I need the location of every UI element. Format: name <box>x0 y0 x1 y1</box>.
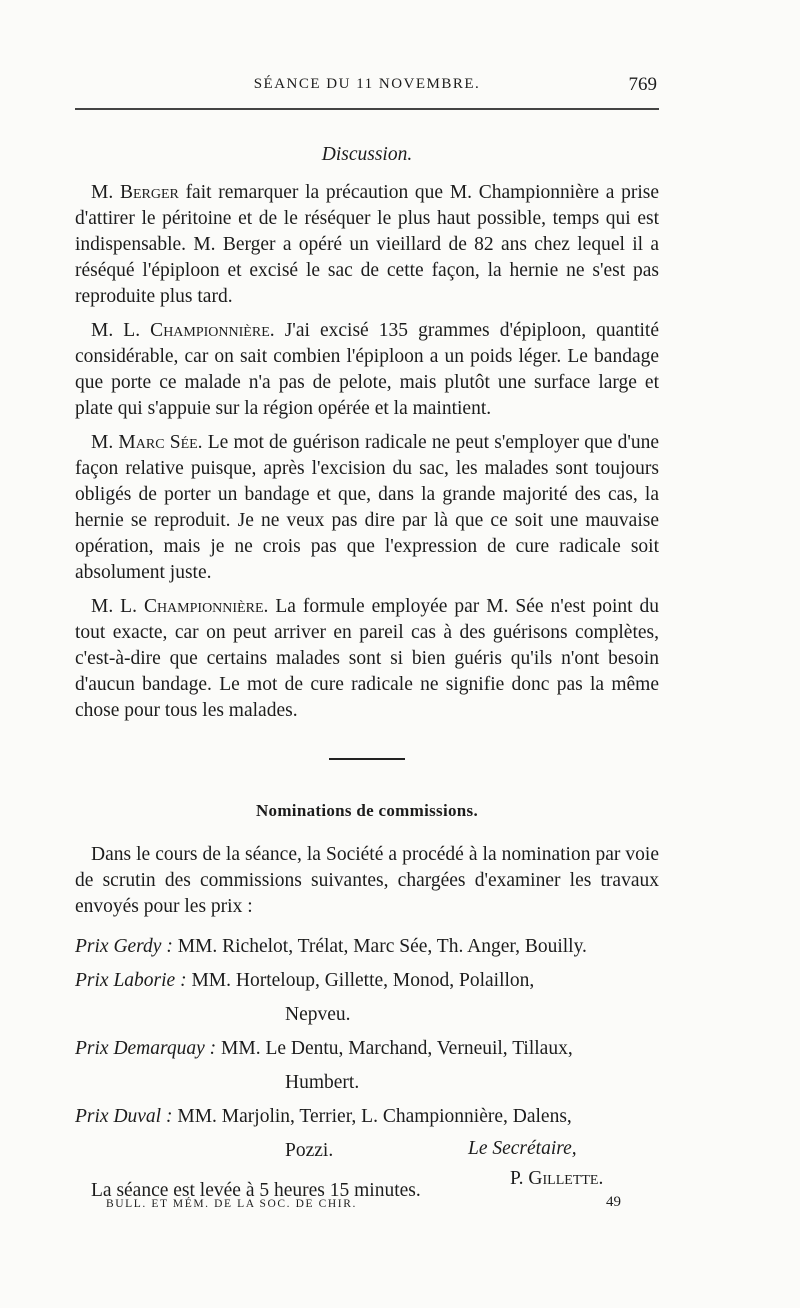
paragraph-text: Le mot de guérison radicale ne peut s'employer que d'une façon relative puisque, après l'excision du sac, les malades sont toujours obligés de porter un bandage et que, dans la grande majorité des cas, la hernie se reproduit. Je ne veux pas dire par là que ce soit une mauvaise opération, mais je ne crois pas que l'expression de cure radicale soit absolument juste. <box>75 432 659 583</box>
signature-block <box>468 1134 603 1194</box>
paragraph-text: fait remarquer la précaution que M. Championnière a prise d'attirer le péritoine et de le réséquer le plus haut possible, temps qui est indispensable. M. Berger a opéré un vieillard de 82 ans chez lequel il a réséqué l'épiploon et excisé le sac de cette façon, la hernie ne s'est pas reproduite plus tard. <box>75 182 659 307</box>
prix-name: Prix Duval : <box>75 1106 173 1127</box>
prix-members: MM. Horteloup, Gillette, Monod, Polaillon, <box>191 970 535 991</box>
speaker-name: M. Marc Sée. <box>91 432 203 453</box>
prix-name: Prix Laborie : <box>75 970 187 991</box>
signature-role: Le Secrétaire, <box>468 1138 577 1159</box>
running-head <box>75 76 659 102</box>
prix-entry <box>75 934 659 960</box>
nominations-heading: Nominations de commissions. <box>255 801 479 820</box>
discussion-paragraph <box>75 318 659 422</box>
prix-list <box>75 934 659 1164</box>
prix-members: MM. Richelot, Trélat, Marc Sée, Th. Anger, Bouilly. <box>177 936 587 957</box>
prix-members-continued: Humbert. <box>285 1072 360 1093</box>
running-head-title: SÉANCE DU 11 NOVEMBRE. <box>253 76 481 92</box>
prix-entry <box>75 1036 659 1062</box>
speaker-name: M. Berger <box>91 182 179 203</box>
prix-entry <box>75 1104 659 1130</box>
prix-members: MM. Marjolin, Terrier, L. Championnière, Dalens, <box>177 1106 572 1127</box>
prix-members: MM. Le Dentu, Marchand, Verneuil, Tillaux, <box>221 1038 573 1059</box>
header-rule <box>75 108 659 110</box>
footer-signature-mark: 49 <box>606 1194 621 1210</box>
discussion-paragraph <box>75 430 659 586</box>
footer-journal: BULL. ET MÉM. DE LA SOC. DE CHIR. <box>106 1198 357 1210</box>
prix-entry <box>75 968 659 994</box>
discussion-paragraph <box>75 180 659 310</box>
prix-members-continued: Nepveu. <box>285 1004 351 1025</box>
page-number: 769 <box>628 74 657 95</box>
discussion-paragraph <box>75 594 659 724</box>
signature-name: P. Gillette. <box>510 1168 604 1189</box>
speaker-name: M. L. Championnière. <box>91 596 269 617</box>
prix-name: Prix Demarquay : <box>75 1038 217 1059</box>
closing-line: La séance est levée à 5 heures 15 minutes. <box>91 1180 421 1201</box>
discussion-heading: Discussion. <box>321 144 413 165</box>
section-separator <box>329 758 405 760</box>
nominations-intro: Dans le cours de la séance, la Société a procédé à la nomination par voie de scrutin des commissions suivantes, chargées d'examiner les travaux envoyés pour les prix : <box>75 844 659 917</box>
main-text <box>75 142 659 1212</box>
paragraph-text: J'ai excisé 135 grammes d'épiploon, quantité considérable, car on sait combien l'épiploon a un poids léger. Le bandage que porte ce malade n'a pas de pelote, mais plutôt une surface large et plate qui s'appuie sur la région opérée et la maintient. <box>75 320 659 419</box>
prix-name: Prix Gerdy : <box>75 936 173 957</box>
speaker-name: M. L. Championnière. <box>91 320 275 341</box>
paragraph-text: La formule employée par M. Sée n'est point du tout exacte, car on peut arriver en pareil cas à des guérisons complètes, c'est-à-dire que certains malades sont si bien guéris qu'ils n'ont besoin d'aucun bandage. Le mot de cure radicale ne signifie donc pas la même chose pour tous les malades. <box>75 596 660 721</box>
prix-members-continued: Pozzi. <box>285 1140 334 1161</box>
